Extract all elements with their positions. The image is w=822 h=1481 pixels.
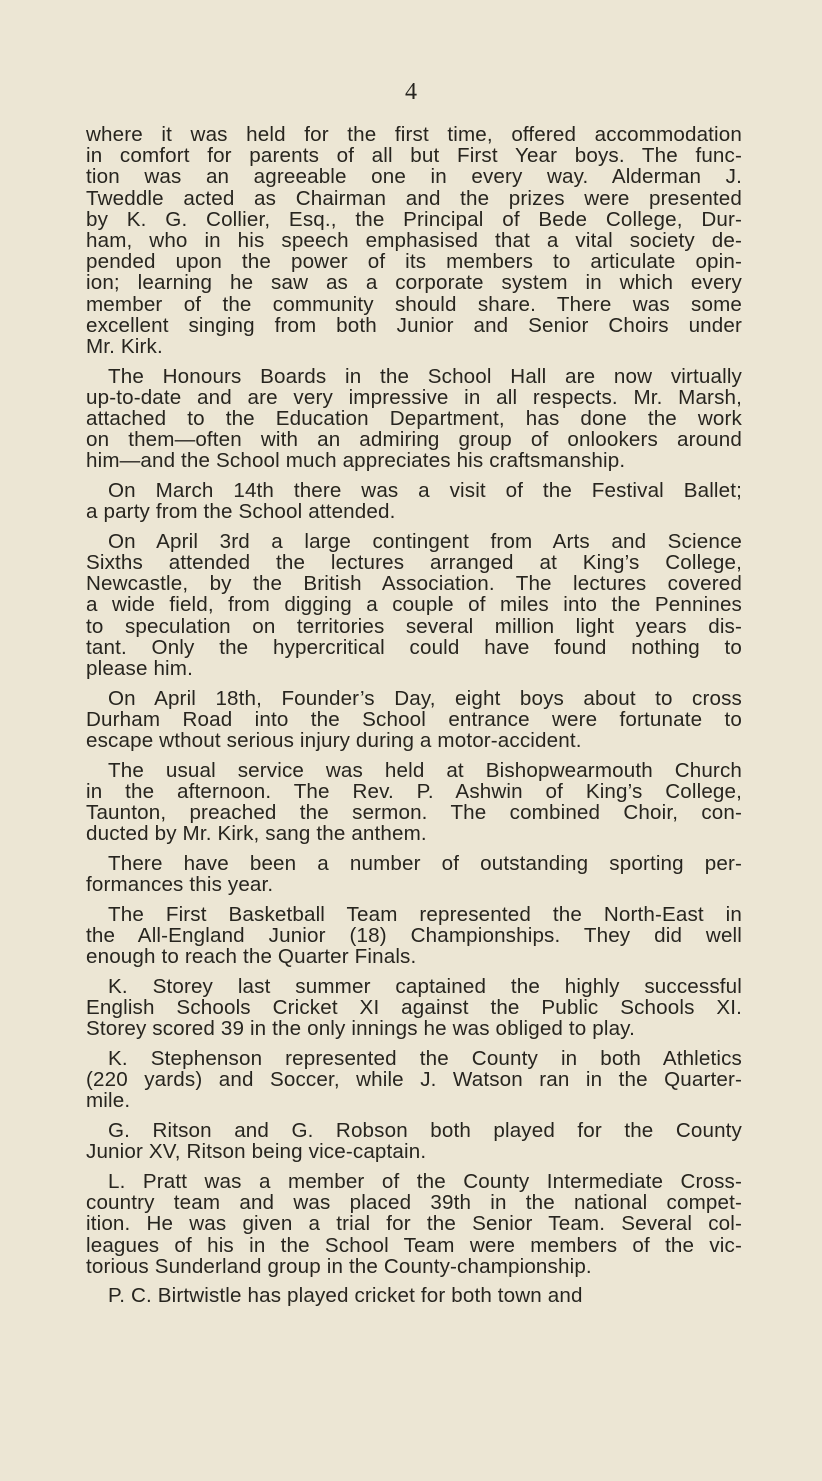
paragraph — [86, 976, 742, 1040]
text-line: Mr. Kirk. — [86, 334, 163, 358]
text-line: ham, who in his speech emphasised that a vital society de- — [86, 228, 742, 252]
paragraph — [86, 688, 742, 752]
text-line: formances this year. — [86, 873, 274, 897]
paragraph — [86, 124, 742, 357]
text-line: P. C. Birtwistle has played cricket for both town and — [108, 1284, 583, 1308]
text-line: There have been a number of outstanding sporting per- — [108, 852, 742, 875]
text-line: country team and was placed 39th in the national compet- — [86, 1191, 742, 1215]
text-line: Storey scored 39 in the only innings he was obliged to play. — [86, 1017, 635, 1041]
paragraph — [86, 1171, 742, 1277]
paragraph — [86, 480, 742, 522]
text-line: (220 yards) and Soccer, while J. Watson ran in the Quarter- — [86, 1068, 742, 1092]
text-line: a wide field, from digging a couple of miles into the Pennines — [86, 593, 742, 617]
text-line: The Honours Boards in the School Hall are now virtually — [108, 364, 742, 388]
text-line: up-to-date and are very impressive in all respects. Mr. Marsh, — [86, 385, 742, 409]
text-line: tion was an agreeable one in every way. Alderman J. — [86, 165, 742, 189]
paragraph — [86, 1285, 742, 1306]
text-line: Tweddle acted as Chairman and the prizes were presented — [86, 186, 742, 210]
text-line: in comfort for parents of all but First Year boys. The func- — [86, 144, 742, 168]
paragraph — [86, 1120, 742, 1162]
text-line: L. Pratt was a member of the County Intermediate Cross- — [108, 1169, 742, 1193]
text-line: please him. — [86, 657, 193, 680]
paragraph — [86, 1048, 742, 1112]
paragraph — [86, 531, 742, 679]
text-line: Sixths attended the lectures arranged at King’s College, — [86, 551, 742, 575]
text-line: leagues of his in the School Team were members of the vic- — [86, 1233, 742, 1257]
text-line: ducted by Mr. Kirk, sang the anthem. — [86, 822, 427, 846]
text-line: on them—often with an admiring group of onlookers around — [86, 428, 742, 452]
text-line: member of the community should share. There was some — [86, 292, 742, 316]
text-line: Newcastle, by the British Association. The lectures covered — [86, 572, 742, 596]
paragraph — [86, 366, 742, 472]
text-line: in the afternoon. The Rev. P. Ashwin of King’s College, — [86, 779, 742, 803]
text-line: K. Storey last summer captained the highly successful — [108, 974, 742, 998]
text-line: tant. Only the hypercritical could have found nothing to — [86, 635, 742, 659]
text-line: ion; learning he saw as a corporate system in which every — [86, 271, 742, 295]
text-line: escape wthout serious injury during a motor-accident. — [86, 729, 582, 753]
text-line: On March 14th there was a visit of the Festival Ballet; — [108, 479, 742, 502]
text-line: attached to the Education Department, has done the work — [86, 406, 742, 430]
text-line: where it was held for the first time, offered accommodation — [86, 123, 742, 146]
page-number: 4 — [405, 79, 417, 105]
paragraph — [86, 853, 742, 895]
text-line: the All-England Junior (18) Championships. They did well — [86, 924, 742, 948]
text-line: to speculation on territories several million light years dis- — [86, 614, 742, 638]
text-line: The First Basketball Team represented the North-East in — [108, 902, 742, 926]
text-line: K. Stephenson represented the County in both Athletics — [108, 1047, 742, 1070]
text-line: English Schools Cricket XI against the Public Schools XI. — [86, 996, 742, 1020]
text-line: Junior XV, Ritson being vice-captain. — [86, 1140, 427, 1164]
text-line: by K. G. Collier, Esq., the Principal of Bede College, Dur- — [86, 207, 742, 231]
text-line: pended upon the power of its members to articulate opin- — [86, 250, 742, 274]
text-line: On April 18th, Founder’s Day, eight boys about to cross — [108, 686, 742, 710]
text-line: a party from the School attended. — [86, 500, 396, 524]
text-line: excellent singing from both Junior and Senior Choirs under — [86, 313, 742, 337]
text-line: him—and the School much appreciates his craftsmanship. — [86, 449, 626, 473]
body-text — [86, 124, 742, 1315]
text-line: On April 3rd a large contingent from Arts and Science — [108, 529, 742, 553]
text-line: ition. He was given a trial for the Senior Team. Several col- — [86, 1212, 742, 1236]
text-line: Durham Road into the School entrance were fortunate to — [86, 707, 742, 731]
text-line: torious Sunderland group in the County-championship. — [86, 1254, 592, 1278]
text-line: G. Ritson and G. Robson both played for the County — [108, 1119, 742, 1143]
paragraph — [86, 760, 742, 845]
text-line: Taunton, preached the sermon. The combined Choir, con- — [86, 801, 742, 825]
text-line: enough to reach the Quarter Finals. — [86, 945, 417, 969]
paragraph — [86, 904, 742, 968]
text-line: mile. — [86, 1089, 131, 1113]
text-line: The usual service was held at Bishopwearmouth Church — [108, 758, 742, 782]
